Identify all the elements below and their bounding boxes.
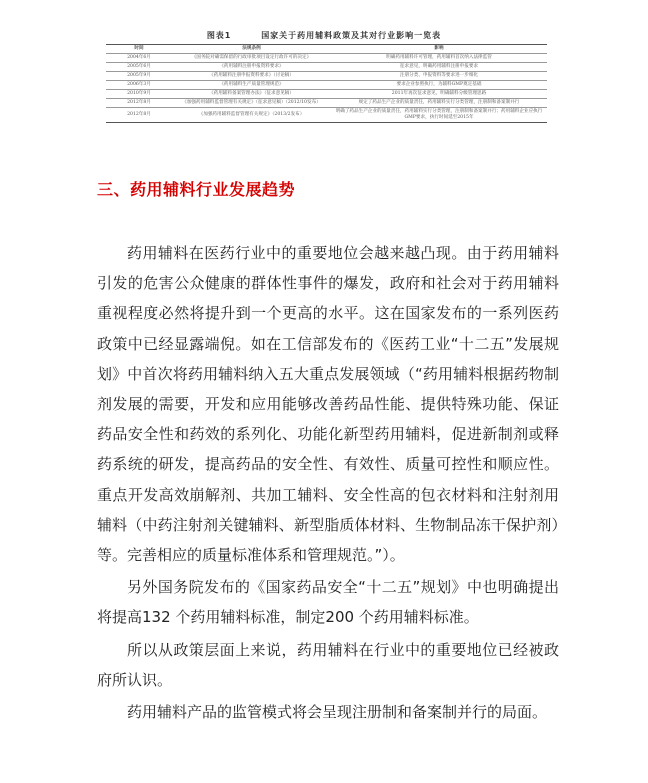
cell-time: 2005年6月 <box>106 63 172 72</box>
paragraph: 药用辅料在医药行业中的重要地位会越来越凸现。由于药用辅料引发的危害公众健康的群体性事件的爆发，政府和社会对于药用辅料重视程度必然将提升到一个更高的水平。这在国家发布的一系列医药政策中已经显露端倪。如在工信部发布的《医药工业“十二五”发展规划》中首次将药用辅料纳入五大重点发展领域（“药用辅料根据药物制剂发展的需要，开发和应用能够改善药品性能、提供特殊功能、保证药品安全性和药效的系列化、功能化新型药用辅料，促进新制剂或释药系统的研发，提高药品的安全性、有效性、质量可控性和顺应性。重点开发高效崩解剂、共加工辅料、安全性高的包衣材料和注射剂用辅料（中药注射剂关键辅料、新型脂质体材料、生物制品冻干保护剂）等。完善相应的质量标准体系和管理规范。”）。 <box>97 244 559 565</box>
table-row <box>106 72 547 81</box>
table-row <box>106 99 547 108</box>
paragraph: 药用辅料产品的监管模式将会呈现注册制和备案制并行的局面。 <box>127 703 548 722</box>
cell-time: 2010年9月 <box>106 90 172 99</box>
table-row <box>106 81 547 90</box>
cell-time: 2004年6月 <box>106 54 172 63</box>
cell-effect: 2011年再次征求意见，明确辅料分级管理思路 <box>331 90 547 99</box>
cell-effect: 明确药用辅料许可管理，药用辅料首次纳入法律监管 <box>331 54 547 63</box>
paragraph: 所以从政策层面上来说，药用辅料在行业中的重要地位已经被政府所认识。 <box>97 640 559 689</box>
table-header-effect: 影响 <box>331 45 547 54</box>
cell-law: 《加强药用辅料监督管理有关规定》（征求意见稿）（2012/10发布） <box>172 99 331 108</box>
cell-effect: 要求企业参照执行，为辅料GMP奠定基础 <box>331 81 547 90</box>
cell-effect: 注册分类、申报资料等要求进一步细化 <box>331 72 547 81</box>
cell-law: 《药用辅料备案管理办法》（征求意见稿） <box>172 90 331 99</box>
section-heading: 三、药用辅料行业发展趋势 <box>97 180 296 199</box>
table-row <box>106 108 547 123</box>
cell-law: 《药用辅料生产质量管理规范》 <box>172 81 331 90</box>
cell-time: 2012年8月 <box>106 99 172 108</box>
cell-time: 2012年8月 <box>106 108 172 123</box>
cell-law: 《药用辅料注册申报资料要求》 <box>172 63 331 72</box>
table-header-row <box>106 45 547 54</box>
cell-time: 2005年9月 <box>106 72 172 81</box>
cell-law: 《加强药用辅料监督管理有关规定》（2013/2发布） <box>172 108 331 123</box>
table-row <box>106 90 547 99</box>
table-caption-number: 图表1 <box>206 31 232 40</box>
table-row <box>106 54 547 63</box>
table-caption-title: 国家关于药用辅料政策及其对行业影响一览表 <box>261 31 442 40</box>
body-text <box>97 238 559 727</box>
cell-time: 2006年3月 <box>106 81 172 90</box>
table-header-time: 时间 <box>106 45 172 54</box>
cell-effect: 明确了药品生产企业的质量责任，药用辅料实行分类管理，注册制和备案制并行；药用辅料企业应执行GMP要求，执行时间延至2015年 <box>331 108 547 123</box>
cell-effect: 征求意见，明确药用辅料注册申报要求 <box>331 63 547 72</box>
cell-law: 《药用辅料注册申报资料要求》（讨论稿） <box>172 72 331 81</box>
cell-law: 《国务院对确需保留的行政审批项目设定行政许可的决定》 <box>172 54 331 63</box>
table-row <box>106 63 547 72</box>
table-caption <box>0 30 648 41</box>
policy-table <box>106 44 547 123</box>
paragraph: 另外国务院发布的《国家药品安全“十二五”规划》中也明确提出将提高132 个药用辅料标准，制定200 个药用辅料标准。 <box>97 578 559 627</box>
cell-effect: 规定了药品生产企业的质量责任，药用辅料实行分类管理，注册制和备案制并行 <box>331 99 547 108</box>
table-header-law: 法规条例 <box>172 45 331 54</box>
